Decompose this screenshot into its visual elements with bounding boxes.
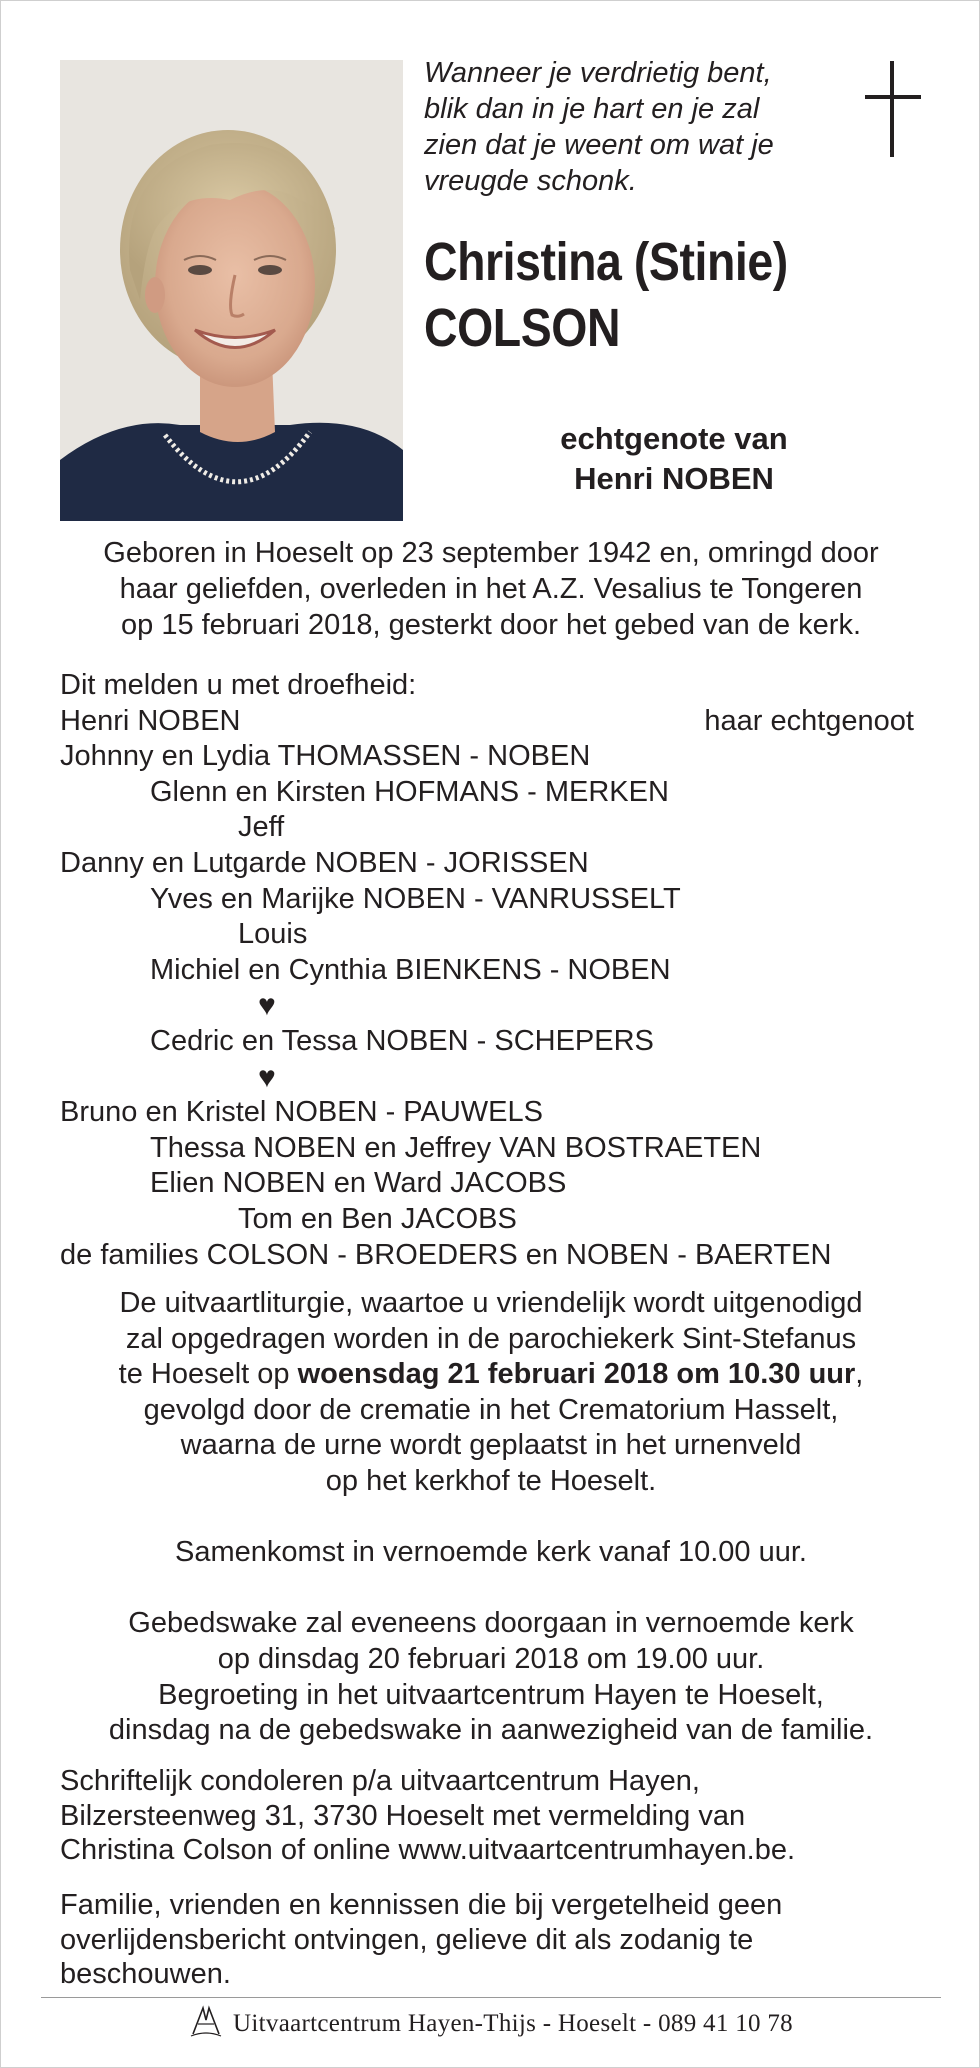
funeral-line-date bbox=[41, 1357, 941, 1393]
heart-icon: ♥ bbox=[258, 989, 276, 1023]
gathering-text: Samenkomst in vernoemde kerk vanaf 10.00 uur. bbox=[175, 1536, 807, 1569]
vigil-line: Gebedswake zal eveneens doorgaan in vernoemde kerk bbox=[128, 1607, 854, 1640]
family-member: Louis bbox=[238, 918, 308, 951]
deceased-name bbox=[424, 229, 871, 361]
spouse-block bbox=[471, 419, 877, 499]
family-member: de families COLSON - BROEDERS en NOBEN - BAERTEN bbox=[60, 1238, 832, 1271]
footer bbox=[1, 2004, 980, 2044]
family-member: Tom en Ben JACOBS bbox=[238, 1202, 517, 1235]
spouse-name: Henri NOBEN bbox=[574, 461, 774, 496]
family-member: Johnny en Lydia THOMASSEN - NOBEN bbox=[60, 740, 591, 773]
funeral-line: gevolgd door de crematie in het Crematorium Hasselt, bbox=[143, 1393, 839, 1426]
portrait-photo bbox=[60, 60, 403, 521]
portrait-illustration bbox=[60, 60, 403, 521]
poem-line: Wanneer je verdrietig bent, bbox=[424, 57, 772, 89]
birth-line: Geboren in Hoeselt op 23 september 1942 en, omringd door bbox=[103, 537, 879, 569]
footer-text: Uitvaartcentrum Hayen-Thijs - Hoeselt - 089 41 10 78 bbox=[233, 2010, 793, 2037]
vigil-line: Begroeting in het uitvaartcentrum Hayen te Hoeselt, bbox=[158, 1678, 824, 1711]
funeral-info bbox=[41, 1286, 941, 1749]
family-member: Glenn en Kirsten HOFMANS - MERKEN bbox=[150, 775, 669, 808]
notice-line: beschouwen. bbox=[60, 1958, 231, 1990]
birth-death-text bbox=[41, 535, 941, 643]
family-intro: Dit melden u met droefheid: bbox=[60, 669, 417, 701]
condolence-line: Schriftelijk condoleren p/a uitvaartcentrum Hayen, bbox=[60, 1765, 700, 1797]
funeral-home-logo-icon bbox=[189, 2004, 223, 2038]
husband-name: Henri NOBEN bbox=[60, 704, 241, 737]
family-member: Bruno en Kristel NOBEN - PAUWELS bbox=[60, 1096, 543, 1129]
name-line-surname: COLSON bbox=[424, 298, 621, 358]
funeral-date-suffix: , bbox=[855, 1358, 864, 1391]
poem bbox=[424, 55, 844, 199]
notice-text bbox=[60, 1888, 940, 1992]
family-member: Michiel en Cynthia BIENKENS - NOBEN bbox=[150, 953, 671, 986]
family-member: Yves en Marijke NOBEN - VANRUSSELT bbox=[150, 882, 681, 915]
notice-line: Familie, vrienden en kennissen die bij vergetelheid geen bbox=[60, 1889, 783, 1921]
name-line-first: Christina (Stinie) bbox=[424, 232, 788, 292]
poem-line: zien dat je weent om wat je bbox=[424, 129, 774, 161]
notice-line: overlijdensbericht ontvingen, gelieve dit als zodanig te bbox=[60, 1923, 754, 1956]
heart-icon: ♥ bbox=[258, 1060, 276, 1094]
funeral-date: woensdag 21 februari 2018 om 10.30 uur bbox=[297, 1358, 856, 1391]
birth-line: haar geliefden, overleden in het A.Z. Vesalius te Tongeren bbox=[119, 573, 863, 605]
cross-icon bbox=[863, 59, 923, 159]
condolence-line: Bilzersteenweg 31, 3730 Hoeselt met vermelding van bbox=[60, 1799, 746, 1832]
funeral-line: op het kerkhof te Hoeselt. bbox=[325, 1464, 657, 1497]
family-member: Elien NOBEN en Ward JACOBS bbox=[150, 1167, 567, 1200]
family-member: Danny en Lutgarde NOBEN - JORISSEN bbox=[60, 846, 589, 879]
footer-divider bbox=[41, 1997, 941, 1998]
funeral-line: zal opgedragen worden in de parochiekerk Sint-Stefanus bbox=[125, 1322, 857, 1355]
funeral-line: waarna de urne wordt geplaatst in het urnenveld bbox=[180, 1429, 802, 1462]
poem-line: vreugde schonk. bbox=[424, 165, 637, 197]
family-list bbox=[60, 668, 940, 1273]
condolence-line: Christina Colson of online www.uitvaartcentrumhayen.be. bbox=[60, 1834, 796, 1866]
family-member: Jeff bbox=[238, 811, 285, 844]
funeral-line: De uitvaartliturgie, waartoe u vriendelijk wordt uitgenodigd bbox=[119, 1287, 863, 1319]
poem-line: blik dan in je hart en je zal bbox=[424, 93, 760, 125]
vigil-line: dinsdag na de gebedswake in aanwezigheid van de familie. bbox=[108, 1714, 874, 1747]
condolence-info bbox=[60, 1764, 940, 1868]
vigil-line: op dinsdag 20 februari 2018 om 19.00 uur. bbox=[217, 1642, 765, 1675]
funeral-date-prefix: te Hoeselt op bbox=[118, 1358, 298, 1391]
spouse-relation: echtgenote van bbox=[560, 421, 788, 456]
family-member: Cedric en Tessa NOBEN - SCHEPERS bbox=[150, 1024, 654, 1057]
family-row-husband bbox=[60, 704, 940, 740]
husband-role: haar echtgenoot bbox=[704, 704, 914, 737]
family-member: Thessa NOBEN en Jeffrey VAN BOSTRAETEN bbox=[150, 1131, 762, 1164]
birth-line: op 15 februari 2018, gesterkt door het gebed van de kerk. bbox=[121, 609, 861, 641]
